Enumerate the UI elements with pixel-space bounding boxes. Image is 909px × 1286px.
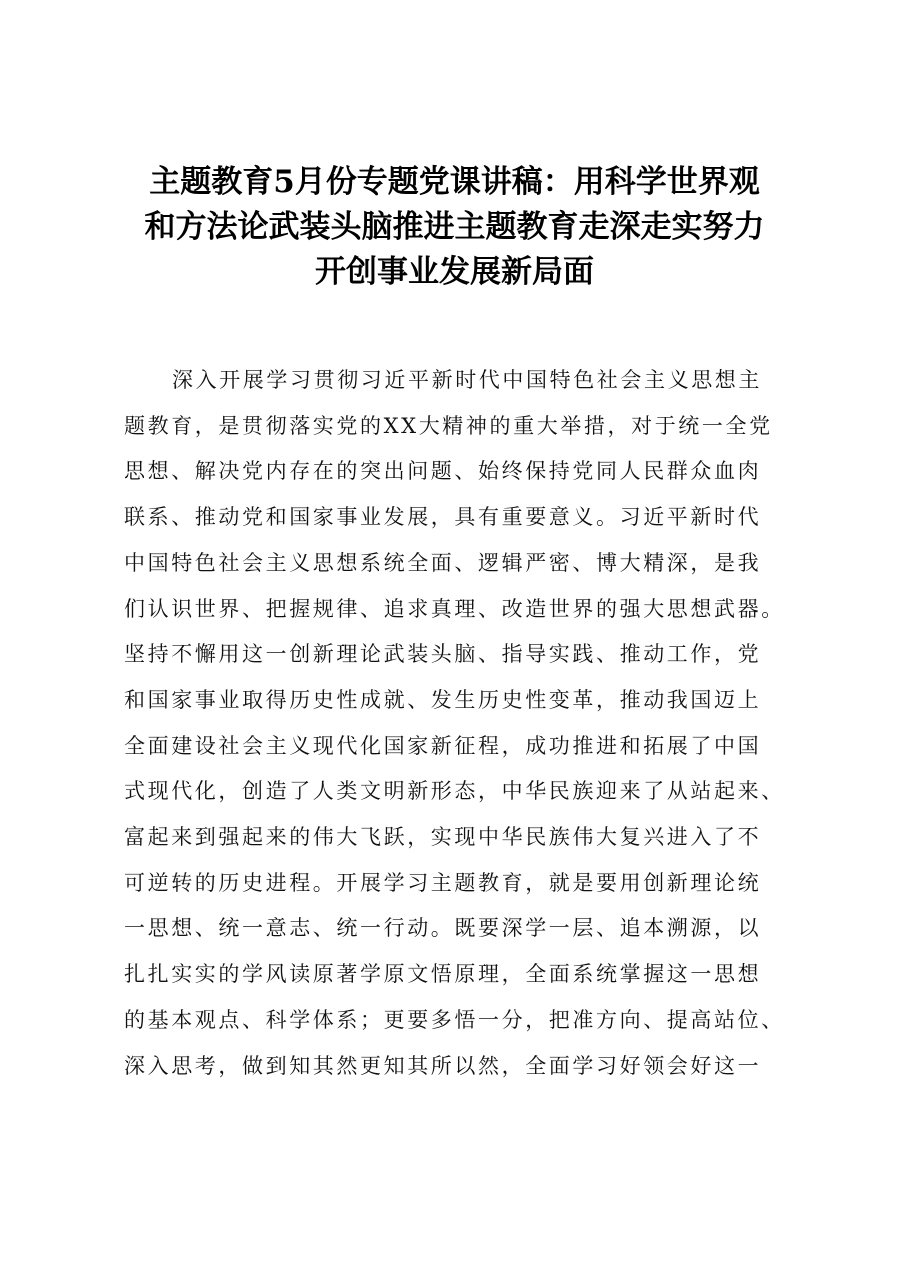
body-line: 全面建设社会主义现代化国家新征程，成功推进和拓展了中国 <box>124 733 762 758</box>
body-line: 富起来到强起来的伟大飞跃，实现中华民族伟大复兴进入了不 <box>124 825 762 850</box>
document-title <box>100 160 809 295</box>
title-line: 主题教育5月份专题党课讲稿：用科学世界观 <box>149 164 760 200</box>
body-line: 们认识世界、把握规律、追求真理、改造世界的强大思想武器。 <box>124 596 785 621</box>
body-line: 深入开展学习贯彻习近平新时代中国特色社会主义思想主 <box>172 368 762 392</box>
body-line: 中国特色社会主义思想系统全面、逻辑严密、博大精深，是我 <box>124 550 762 575</box>
title-line: 开创事业发展新局面 <box>315 254 594 290</box>
body-line: 思想、解决党内存在的突出问题、始终保持党同人民群众血肉 <box>124 459 762 484</box>
body-line: 和国家事业取得历史性成就、发生历史性变革，推动我国迈上 <box>124 687 762 712</box>
body-line: 的基本观点、科学体系；更要多悟一分，把准方向、提高站位、 <box>124 1007 785 1032</box>
body-line: 可逆转的历史进程。开展学习主题教育，就是要用创新理论统 <box>124 870 762 895</box>
body-line: 题教育，是贯彻落实党的XX大精神的重大举措，对于统一全党 <box>124 413 773 438</box>
body-line: 联系、推动党和国家事业发展，具有重要意义。习近平新时代 <box>124 505 762 530</box>
body-line: 坚持不懈用这一创新理论武装头脑、指导实践、推动工作，党 <box>124 642 762 667</box>
body-paragraph <box>124 358 804 1089</box>
body-line: 一思想、统一意志、统一行动。既要深学一层、追本溯源，以 <box>124 916 762 941</box>
body-line: 式现代化，创造了人类文明新形态，中华民族迎来了从站起来、 <box>124 779 785 804</box>
title-line: 和方法论武装头脑推进主题教育走深走实努力 <box>144 209 765 245</box>
body-line: 扎扎实实的学风读原著学原文悟原理，全面系统掌握这一思想 <box>124 962 762 987</box>
body-line: 深入思考，做到知其然更知其所以然，全面学习好领会好这一 <box>124 1053 762 1078</box>
